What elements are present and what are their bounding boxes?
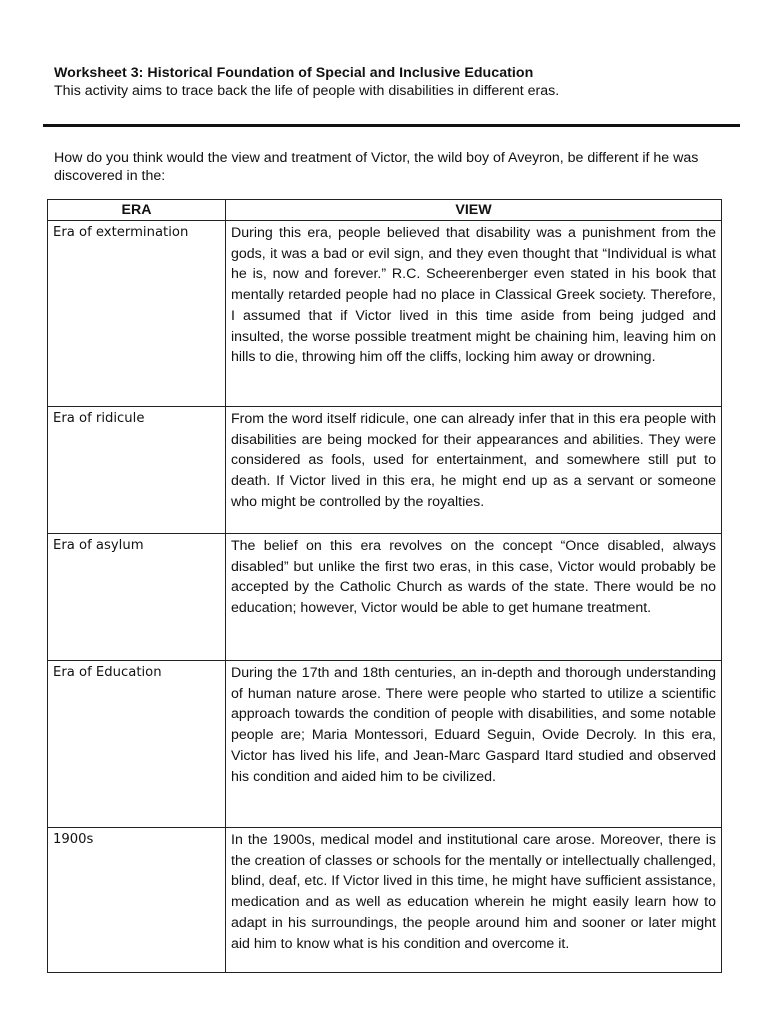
view-cell: The belief on this era revolves on the concept “Once disabled, always disabled” but unlike the first two eras, in this case, Victor would probably be accepted by the Catholic Church as wards of the state. There would be no education; however, Victor would be able to get humane treatment. <box>226 534 722 661</box>
era-cell: Era of extermination <box>48 221 226 407</box>
horizontal-rule <box>43 124 740 127</box>
table-header-row <box>48 200 722 221</box>
view-cell: From the word itself ridicule, one can already infer that in this era people with disabilities are being mocked for their appearances and abilities. They were considered as fools, used for entertainment, and somewhere still put to death. If Victor lived in this era, he might end up as a servant or someone who might be controlled by the royalties. <box>226 407 722 534</box>
view-column-header: VIEW <box>226 200 722 221</box>
era-view-table <box>47 199 722 973</box>
question-prompt: How do you think would the view and treatment of Victor, the wild boy of Aveyron, be different if he was discovered in the: <box>54 150 699 184</box>
era-cell: 1900s <box>48 828 226 973</box>
era-cell: Era of asylum <box>48 534 226 661</box>
worksheet-title: Worksheet 3: Historical Foundation of Special and Inclusive Education <box>54 65 534 81</box>
table-row <box>48 407 722 534</box>
worksheet-subtitle: This activity aims to trace back the life of people with disabilities in different eras. <box>54 83 560 99</box>
view-cell: During the 17th and 18th centuries, an in-depth and thorough understanding of human nature arose. There were people who started to utilize a scientific approach towards the condition of people with disabilities, and some notable people are; Maria Montessori, Eduard Seguin, Ovide Decroly. In this era, Victor has lived his life, and Jean-Marc Gaspard Itard studied and observed his condition and aided him to be civilized. <box>226 661 722 828</box>
era-cell: Era of ridicule <box>48 407 226 534</box>
table-row <box>48 534 722 661</box>
table-row <box>48 661 722 828</box>
view-cell: In the 1900s, medical model and institutional care arose. Moreover, there is the creation of classes or schools for the mentally or intellectually challenged, blind, deaf, etc. If Victor lived in this time, he might have sufficient assistance, medication and as well as education wherein he might easily learn how to adapt in his surroundings, the people around him and sooner or later might aid him to know what is his condition and overcome it. <box>226 828 722 973</box>
era-column-header: ERA <box>48 200 226 221</box>
table-row <box>48 828 722 973</box>
table-row <box>48 221 722 407</box>
view-cell: During this era, people believed that disability was a punishment from the gods, it was a bad or evil sign, and they even thought that “Individual is what he is, now and forever.” R.C. Scheerenberger even stated in his book that mentally retarded people had no place in Classical Greek society. Therefore, I assumed that if Victor lived in this time aside from being judged and insulted, the worse possible treatment might be chaining him, leaving him on hills to die, throwing him off the cliffs, locking him away or drowning. <box>226 221 722 407</box>
era-cell: Era of Education <box>48 661 226 828</box>
